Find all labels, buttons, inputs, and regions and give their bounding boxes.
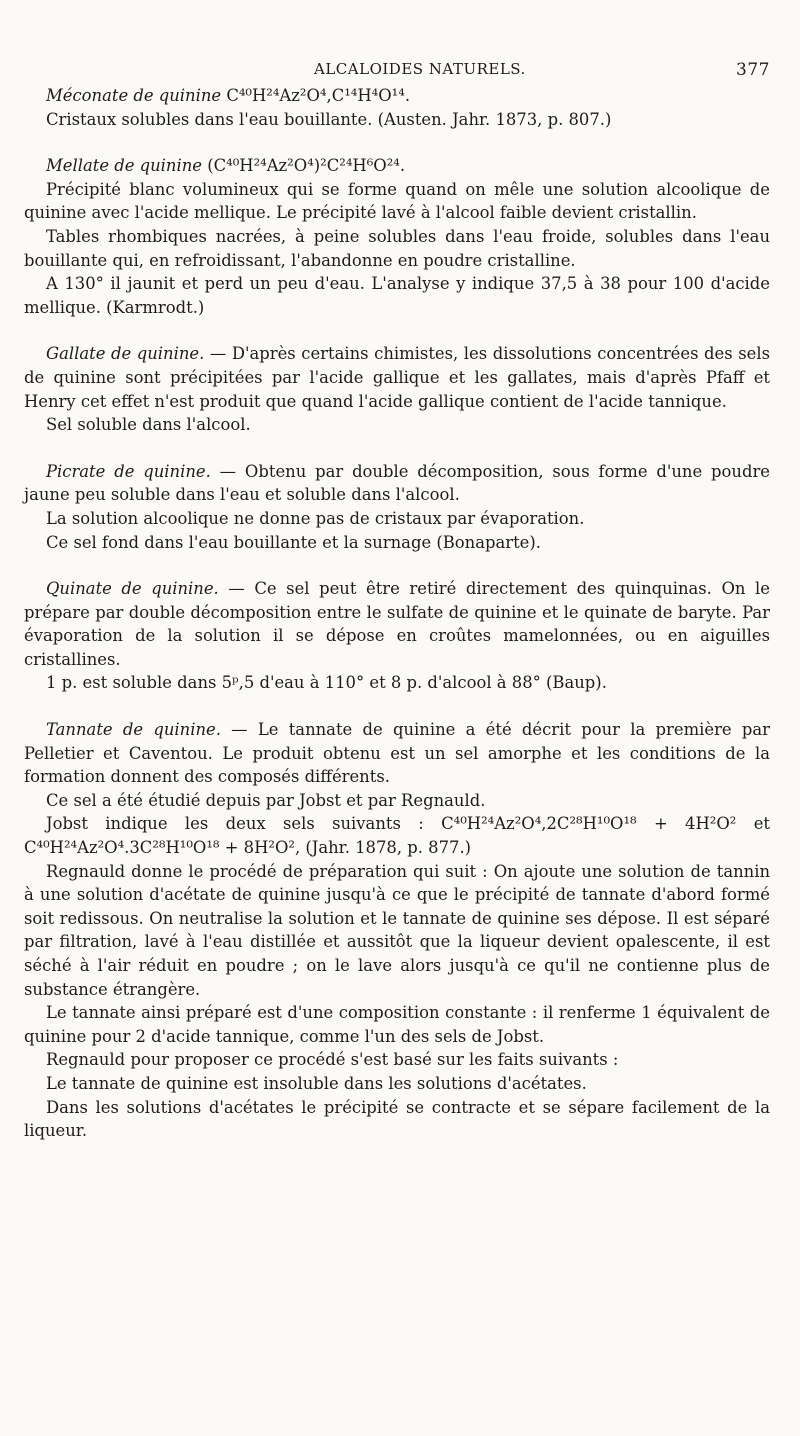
paragraph-mellate-3: A 130° il jaunit et perd un peu d'eau. L'analyse y indique 37,5 à 38 pour 100 d'acide mellique. (Karmrodt.) [24, 274, 770, 317]
section-title-meconate: Méconate de quinine [46, 86, 222, 105]
paragraph-picrate [24, 460, 770, 507]
paragraph-picrate-2: La solution alcoolique ne donne pas de cristaux par évaporation. [46, 508, 585, 528]
paragraph-meconate-heading [24, 84, 770, 108]
section-title-tannate: Tannate de quinine. [46, 720, 221, 740]
gallate-text: — D'après certains chimistes, les dissolutions concentrées des sels de quinine sont précipitées par l'acide gallique et les gallates, mais d'après Pfaff et Henry cet effet n'est produit que quand l'acide gallique contient de l'acide tannique. [24, 344, 770, 411]
section-title-mellate: Mellate de quinine [46, 156, 202, 176]
paragraph-mellate-2: Tables rhombiques nacrées, à peine solubles dans l'eau froide, solubles dans l'eau bouillante qui, en refroidissant, l'abandonne en poudre cristalline. [24, 226, 770, 270]
paragraph-quinate [24, 577, 770, 671]
quinate-text: — Ce sel peut être retiré directement des quinquinas. On le prépare par double décomposition entre le sulfate de quinine et le quinate de baryte. Par évaporation de la solution il se dépose en croûtes mamelonnées, ou en aiguilles cristallines. [24, 579, 770, 669]
paragraph-tannate-7: Le tannate de quinine est insoluble dans les solutions d'acétates. [46, 1073, 587, 1093]
paragraph-quinate-2: 1 p. est soluble dans 5ᵖ,5 d'eau à 110° et 8 p. d'alcool à 88° (Baup). [46, 673, 607, 693]
paragraph-tannate-4: Regnauld donne le procédé de préparation qui suit : On ajoute une solution de tannin à une solution d'acétate de quinine jusqu'à ce que le précipité de tannate d'abord formé soit redissous. On neutralise la solution et le tannate de quinine ses dépose. Il est séparé par filtration, lavé à l'eau distillée et aussitôt que la liqueur devient opalescente, il est séché à l'air réduit en poudre ; on le lave alors jusqu'à ce qu'il ne contienne plus de substance étrangère. [24, 861, 770, 999]
paragraph-tannate-2: Ce sel a été étudié depuis par Jobst et par Regnauld. [46, 790, 486, 810]
formula-meconate: C⁴⁰H²⁴Az²O⁴,C¹⁴H⁴O¹⁴. [221, 86, 411, 105]
paragraph-tannate-8: Dans les solutions d'acétates le précipité se contracte et se sépare facilement de la liqueur. [24, 1097, 770, 1141]
tannate-text: — Le tannate de quinine a été décrit pour la première par Pelletier et Caventou. Le produit obtenu est un sel amorphe et les conditions de la formation donnent des composés différents. [24, 720, 770, 787]
paragraph-gallate-2: Sel soluble dans l'alcool. [46, 415, 251, 435]
formula-mellate: (C⁴⁰H²⁴Az²O⁴)²C²⁴H⁶O²⁴. [201, 156, 406, 176]
section-title-gallate: Gallate de quinine. [46, 344, 205, 364]
running-title: ALCALOIDES NATURELS. [314, 60, 526, 78]
page [24, 54, 770, 1143]
paragraph-tannate-5: Le tannate ainsi préparé est d'une composition constante : il renferme 1 équivalent de quinine pour 2 d'acide tannique, comme l'un des sels de Jobst. [24, 1003, 770, 1046]
page-number: 377 [736, 60, 770, 80]
page-header [24, 54, 770, 84]
paragraph-mellate-1: Précipité blanc volumineux qui se forme quand on mêle une solution alcoolique de quinine avec l'acide mellique. Le précipité lavé à l'alcool faible devient cristallin. [24, 179, 770, 223]
section-title-picrate: Picrate de quinine. [46, 461, 211, 481]
paragraph-tannate-3: Jobst indique les deux sels suivants : C⁴⁰H²⁴Az²O⁴,2C²⁸H¹⁰O¹⁸ + 4H²O² et C⁴⁰H²⁴Az²O⁴.3C²⁸H¹⁰O¹⁸ + 8H²O², (Jahr. 1878, p. 877.) [24, 814, 770, 858]
paragraph-meconate-body: Cristaux solubles dans l'eau bouillante. (Austen. Jahr. 1873, p. 807.) [46, 109, 612, 129]
paragraph-gallate [24, 342, 770, 413]
paragraph-tannate-6: Regnauld pour proposer ce procédé s'est basé sur les faits suivants : [46, 1050, 619, 1070]
paragraph-picrate-3: Ce sel fond dans l'eau bouillante et la surnage (Bonaparte). [46, 532, 541, 552]
section-title-quinate: Quinate de quinine. [46, 579, 219, 599]
picrate-text: — Obtenu par double décomposition, sous forme d'une poudre jaune peu soluble dans l'eau et soluble dans l'alcool. [24, 461, 770, 505]
paragraph-mellate-heading [24, 154, 770, 178]
paragraph-tannate [24, 718, 770, 789]
